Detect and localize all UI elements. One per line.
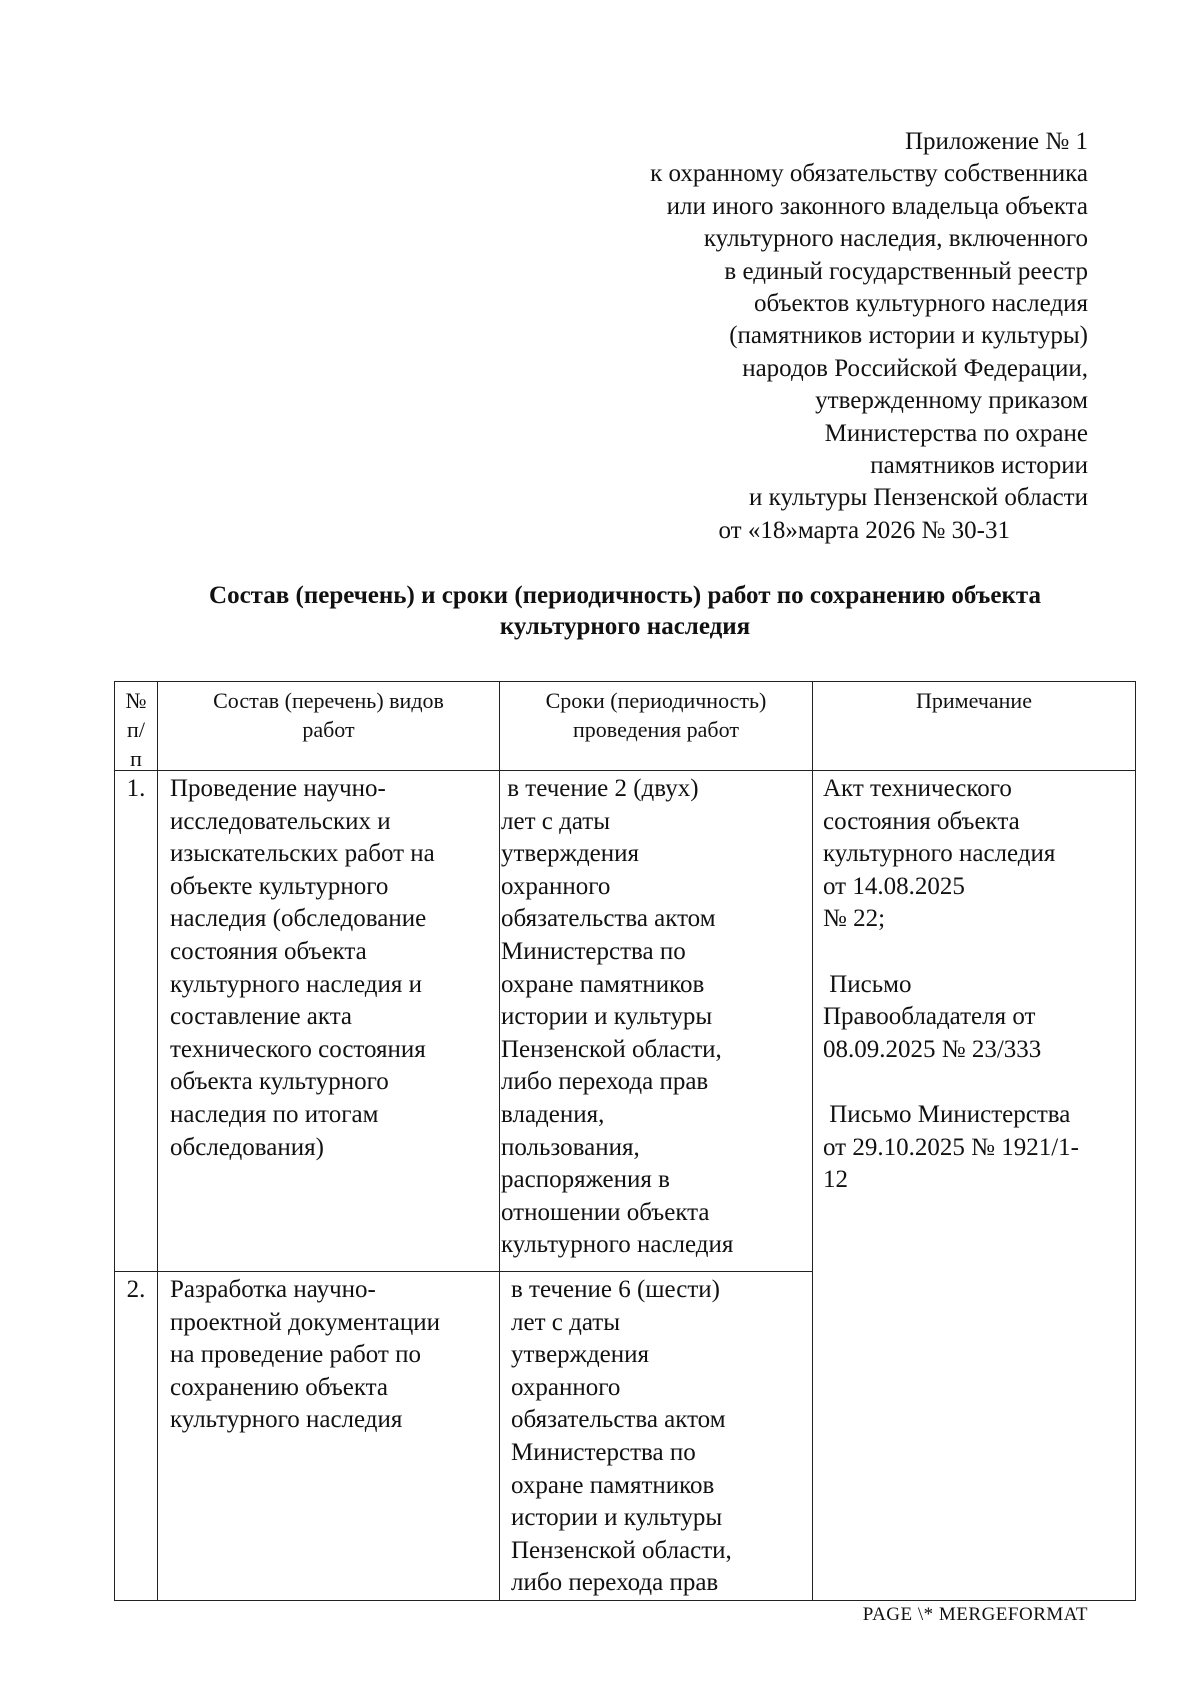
row-number: 1. <box>115 771 158 1272</box>
header-note: Примечание <box>813 682 1136 771</box>
note-ministry-letter: Письмо Министерства от 29.10.2025 № 1921/1- 12 <box>823 1100 1079 1194</box>
appendix-line: и культуры Пензенской области <box>749 484 1088 512</box>
work-term: в течение 6 (шести) лет с даты утверждения охранного обязательства актом Министерства по охране памятников истории и культуры Пензенской области, либо перехода прав <box>500 1272 813 1601</box>
appendix-line: (памятников истории и культуры) <box>729 322 1088 350</box>
header-num: № п/ п <box>115 682 158 771</box>
work-description: Разработка научно- проектной документации на проведение работ по сохранению объекта культурного наследия <box>158 1272 500 1601</box>
title-line-1: Состав (перечень) и сроки (периодичность) работ по сохранению объекта <box>209 582 1041 609</box>
appendix-line: культурного наследия, включенного <box>703 225 1088 253</box>
appendix-heading <box>528 126 1088 547</box>
appendix-date: от «18»марта 2026 № 30-31 <box>718 516 1010 544</box>
appendix-line: памятников истории <box>870 452 1088 480</box>
work-note <box>813 771 1136 1601</box>
appendix-line: или иного законного владельца объекта <box>666 192 1088 220</box>
page-field-footer: PAGE \* MERGEFORMAT <box>862 1604 1088 1625</box>
row-number: 2. <box>115 1272 158 1601</box>
appendix-line: в единый государственный реестр <box>724 257 1088 285</box>
header-term: Сроки (периодичность) проведения работ <box>500 682 813 771</box>
appendix-line: объектов культурного наследия <box>754 290 1088 318</box>
table-header-row <box>115 682 1136 771</box>
document-title <box>115 580 1135 642</box>
note-act: Акт технического состояния объекта культурного наследия от 14.08.2025 № 22; <box>823 775 1056 933</box>
works-table <box>114 681 1136 1601</box>
title-line-2: культурного наследия <box>499 613 751 640</box>
appendix-line: Министерства по охране <box>824 419 1088 447</box>
header-name: Состав (перечень) видов работ <box>158 682 500 771</box>
appendix-line: к охранному обязательству собственника <box>650 160 1088 188</box>
note-owner-letter: Письмо Правообладателя от 08.09.2025 № 23/333 <box>823 970 1042 1063</box>
work-term: в течение 2 (двух) лет с даты утверждения охранного обязательства актом Министерства по охране памятников истории и культуры Пензенской области, либо перехода прав владения, пользования, распоряжения в отношении объекта культурного наследия <box>500 771 813 1272</box>
appendix-line: утвержденному приказом <box>815 387 1088 415</box>
appendix-line: народов Российской Федерации, <box>742 354 1088 382</box>
appendix-line: Приложение № 1 <box>904 128 1088 155</box>
table-row <box>115 771 1136 1272</box>
work-description: Проведение научно- исследовательских и изыскательских работ на объекте культурного наследия (обследование состояния объекта культурного наследия и составление акта технического состояния объекта культурного наследия по итогам обследования) <box>158 771 500 1272</box>
